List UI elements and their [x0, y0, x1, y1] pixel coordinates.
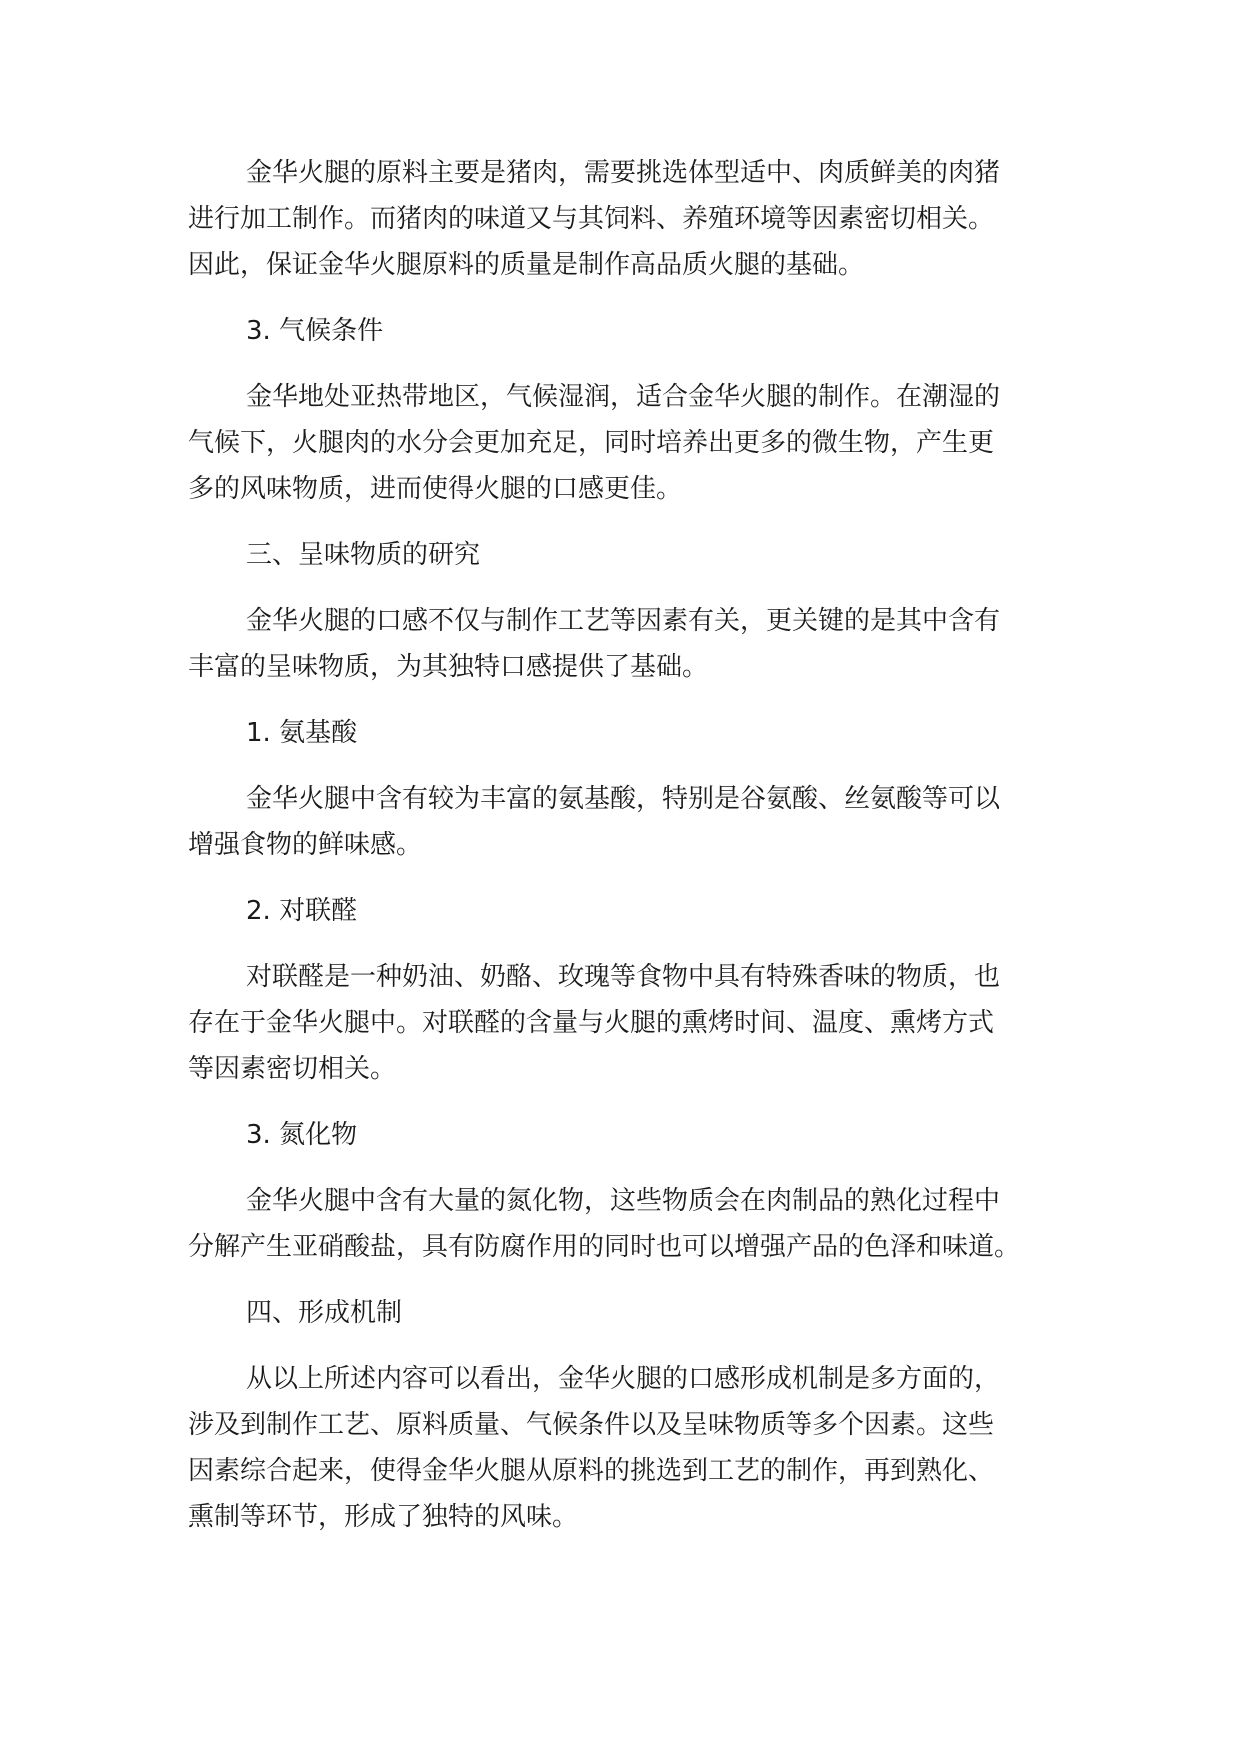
paragraph-nitrides — [188, 1178, 1088, 1270]
text-line: 存在于金华火腿中。对联醛的含量与火腿的熏烤时间、温度、熏烤方式 — [188, 1008, 995, 1038]
paragraph-formation-mechanism — [188, 1356, 1088, 1540]
text-line: 金华火腿的口感不仅与制作工艺等因素有关，更关键的是其中含有 — [246, 606, 1001, 636]
document-page — [188, 150, 1088, 1540]
section-heading: 三、呈味物质的研究 — [246, 540, 481, 570]
paragraph-aldehyde — [188, 954, 1088, 1092]
heading-nitrides — [188, 1112, 1088, 1158]
text-line: 多的风味物质，进而使得火腿的口感更佳。 — [188, 474, 683, 504]
heading-flavor-substances — [188, 532, 1088, 578]
paragraph-climate — [188, 374, 1088, 512]
text-line: 金华地处亚热带地区，气候湿润，适合金华火腿的制作。在潮湿的 — [246, 382, 1001, 412]
heading-aldehyde — [188, 888, 1088, 934]
section-heading: 2. 对联醛 — [246, 896, 358, 926]
heading-formation-mechanism — [188, 1290, 1088, 1336]
paragraph-raw-material — [188, 150, 1088, 288]
heading-amino-acids — [188, 710, 1088, 756]
section-heading: 3. 氮化物 — [246, 1120, 358, 1150]
section-heading: 3. 气候条件 — [246, 316, 384, 346]
text-line: 从以上所述内容可以看出，金华火腿的口感形成机制是多方面的， — [246, 1364, 1001, 1394]
text-line: 涉及到制作工艺、原料质量、气候条件以及呈味物质等多个因素。这些 — [188, 1410, 995, 1440]
text-line: 因素综合起来，使得金华火腿从原料的挑选到工艺的制作，再到熟化、 — [188, 1456, 995, 1486]
text-line: 金华火腿中含有较为丰富的氨基酸，特别是谷氨酸、丝氨酸等可以 — [246, 784, 1001, 814]
paragraph-flavor-substances — [188, 598, 1088, 690]
paragraph-amino-acids — [188, 776, 1088, 868]
text-line: 等因素密切相关。 — [188, 1054, 397, 1084]
heading-climate — [188, 308, 1088, 354]
text-line: 金华火腿的原料主要是猪肉，需要挑选体型适中、肉质鲜美的肉猪 — [246, 158, 1001, 188]
text-line: 气候下，火腿肉的水分会更加充足，同时培养出更多的微生物，产生更 — [188, 428, 995, 458]
text-line: 因此，保证金华火腿原料的质量是制作高品质火腿的基础。 — [188, 250, 865, 280]
text-line: 分解产生亚硝酸盐，具有防腐作用的同时也可以增强产品的色泽和味道。 — [188, 1232, 1021, 1262]
text-line: 增强食物的鲜味感。 — [188, 830, 423, 860]
text-line: 进行加工制作。而猪肉的味道又与其饲料、养殖环境等因素密切相关。 — [188, 204, 995, 234]
section-heading: 四、形成机制 — [246, 1298, 403, 1328]
section-heading: 1. 氨基酸 — [246, 718, 358, 748]
text-line: 对联醛是一种奶油、奶酪、玫瑰等食物中具有特殊香味的物质，也 — [246, 962, 1001, 992]
text-line: 熏制等环节，形成了独特的风味。 — [188, 1502, 579, 1532]
text-line: 丰富的呈味物质，为其独特口感提供了基础。 — [188, 652, 709, 682]
text-line: 金华火腿中含有大量的氮化物，这些物质会在肉制品的熟化过程中 — [246, 1186, 1001, 1216]
